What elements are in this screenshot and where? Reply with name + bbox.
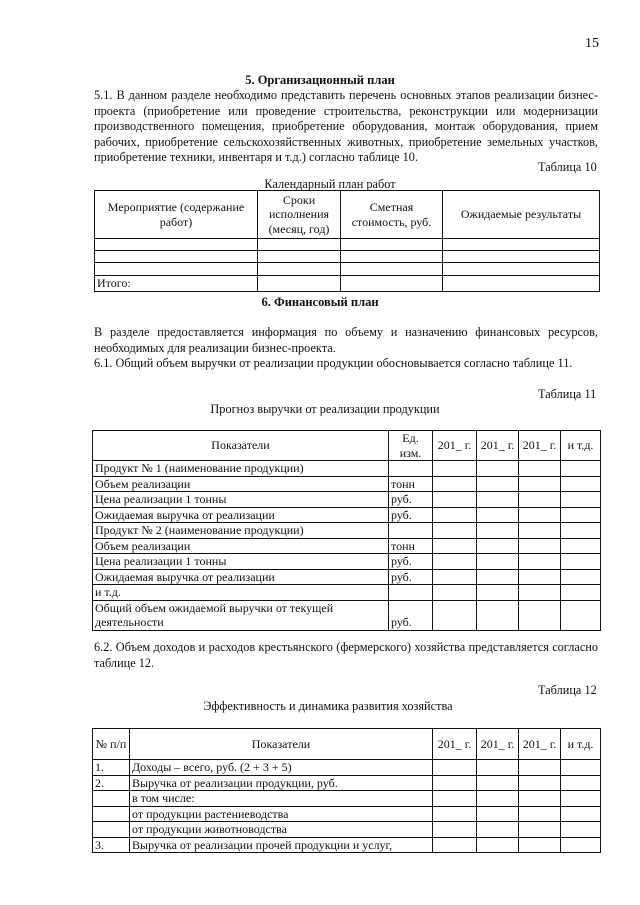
table-12-header-indicators: Показатели [130, 729, 433, 760]
table-10-cell [341, 251, 443, 263]
table-11-cell [433, 507, 477, 523]
row-number: 1. [93, 760, 130, 776]
table-12-cell [561, 775, 601, 791]
table-11-cell [561, 476, 601, 492]
table-11-cell [519, 554, 561, 570]
table-12-cell [561, 760, 601, 776]
table-11-cell [477, 461, 519, 477]
table-12-cell [433, 837, 477, 853]
table-row [93, 523, 601, 539]
table-10-cell [443, 263, 600, 276]
table-row [93, 585, 601, 601]
table-row [93, 760, 601, 776]
table-11-cell [519, 461, 561, 477]
table-10-cell [258, 239, 341, 251]
table-12-cell [519, 806, 561, 822]
table-10-cell [443, 276, 600, 292]
table-11-cell [477, 585, 519, 601]
row-label: Ожидаемая выручка от реализации [93, 507, 389, 523]
table-10-cell [443, 251, 600, 263]
table-12-cell [519, 822, 561, 838]
table-row [93, 791, 601, 807]
table-10 [94, 190, 600, 292]
section-5-paragraph: 5.1. В данном разделе необходимо представить перечень основных этапов реализации бизнес-проекта (приобретение или проведение строительства, реконструкции или модернизации производственного помещения, приобретение оборудования, монтаж оборудования, прием рабочих, приобретение сельскохозяйственных животных, приобретение земельных участков, приобретение техники, инвентаря и т.д.) согласно таблице 10. [94, 88, 598, 165]
table-11-cell [519, 585, 561, 601]
table-12-cell [477, 760, 519, 776]
table-row [93, 507, 601, 523]
table-10-caption: Календарный план работ [264, 177, 396, 191]
section-5-heading: 5. Организационный план [245, 73, 395, 87]
table-10-header-results: Ожидаемые результаты [443, 191, 600, 239]
table-11-cell [519, 507, 561, 523]
table-12-cell [477, 791, 519, 807]
table-11-cell [477, 600, 519, 630]
table-11-cell [477, 507, 519, 523]
table-12-cell [561, 822, 601, 838]
table-11-cell [477, 538, 519, 554]
row-label: от продукции животноводства [130, 822, 433, 838]
table-11-cell [477, 569, 519, 585]
table-12-cell [561, 791, 601, 807]
table-10-cell [95, 239, 258, 251]
table-12-label: Таблица 12 [538, 683, 597, 697]
row-label: Ожидаемая выручка от реализации [93, 569, 389, 585]
row-label: Доходы – всего, руб. (2 + 3 + 5) [130, 760, 433, 776]
table-12-header-etc: и т.д. [561, 729, 601, 760]
row-label: Объем реализации [93, 476, 389, 492]
table-11-header-indicators: Показатели [93, 431, 389, 461]
table-10-total-label: Итого: [95, 276, 258, 292]
table-11-cell [477, 492, 519, 508]
row-unit: руб. [389, 600, 433, 630]
table-11-cell [433, 569, 477, 585]
table-11-cell [561, 538, 601, 554]
section-6-intro-paragraph: В разделе предоставляется информация по объему и назначению финансовых ресурсов, необходимых для реализации бизнес-проекта. [94, 325, 598, 355]
table-12-cell [477, 837, 519, 853]
table-11-cell [433, 585, 477, 601]
table-12-cell [561, 837, 601, 853]
table-row [93, 806, 601, 822]
row-unit [389, 585, 433, 601]
table-row [93, 822, 601, 838]
table-10-cell [95, 251, 258, 263]
table-11-caption: Прогноз выручки от реализации продукции [210, 402, 440, 416]
table-12-cell [477, 775, 519, 791]
row-unit: руб. [389, 507, 433, 523]
table-10-cell [258, 263, 341, 276]
row-label: в том числе: [130, 791, 433, 807]
table-11-header-year-3: 201_ г. [519, 431, 561, 461]
table-row [93, 554, 601, 570]
table-12-cell [561, 806, 601, 822]
table-12-cell [433, 791, 477, 807]
page-number: 15 [585, 36, 599, 51]
row-number [93, 822, 130, 838]
table-11-cell [519, 569, 561, 585]
table-12-header-year-1: 201_ г. [433, 729, 477, 760]
table-12-cell [433, 775, 477, 791]
table-11-cell [561, 585, 601, 601]
section-6-2-paragraph: 6.2. Объем доходов и расходов крестьянского (фермерского) хозяйства представляется согласно таблице 12. [94, 640, 598, 670]
table-11-cell [477, 523, 519, 539]
table-row [93, 775, 601, 791]
table-11-cell [433, 492, 477, 508]
table-11-cell [477, 476, 519, 492]
table-11-cell [519, 476, 561, 492]
table-11-cell [561, 569, 601, 585]
row-number: 3. [93, 837, 130, 853]
table-11-label: Таблица 11 [538, 387, 597, 401]
row-unit: руб. [389, 554, 433, 570]
table-row [93, 492, 601, 508]
row-label: и т.д. [93, 585, 389, 601]
table-11-cell [433, 523, 477, 539]
table-11-cell [433, 554, 477, 570]
table-11-cell [561, 461, 601, 477]
section-6-1-paragraph: 6.1. Общий объем выручки от реализации продукции обосновывается согласно таблице 11. [94, 356, 573, 370]
table-11-cell [561, 554, 601, 570]
row-unit: тонн [389, 538, 433, 554]
table-row [93, 538, 601, 554]
row-label: Выручка от реализации продукции, руб. [130, 775, 433, 791]
table-11-cell [433, 476, 477, 492]
row-unit: руб. [389, 492, 433, 508]
row-label: Выручка от реализации прочей продукции и услуг, [130, 837, 433, 853]
table-10-cell [258, 251, 341, 263]
table-10-cell [341, 276, 443, 292]
table-10-label: Таблица 10 [538, 160, 597, 174]
table-12-cell [477, 806, 519, 822]
table-11-cell [519, 523, 561, 539]
table-12-cell [519, 837, 561, 853]
table-row [93, 476, 601, 492]
row-number [93, 806, 130, 822]
row-label: Цена реализации 1 тонны [93, 492, 389, 508]
table-11-cell [561, 600, 601, 630]
table-11-cell [433, 538, 477, 554]
table-11-header-etc: и т.д. [561, 431, 601, 461]
table-12 [92, 728, 601, 853]
table-10-header-cost: Сметная стоимость, руб. [341, 191, 443, 239]
table-11-cell [561, 523, 601, 539]
row-unit: тонн [389, 476, 433, 492]
row-unit: руб. [389, 569, 433, 585]
table-11-cell [433, 600, 477, 630]
table-12-header-number: № п/п [93, 729, 130, 760]
table-11-cell [433, 461, 477, 477]
table-12-cell [477, 822, 519, 838]
table-12-cell [519, 775, 561, 791]
table-row [93, 837, 601, 853]
section-6-heading: 6. Финансовый план [261, 295, 379, 309]
table-11-header-year-1: 201_ г. [433, 431, 477, 461]
table-10-header-activity: Мероприятие (содержание работ) [95, 191, 258, 239]
row-label: от продукции растениеводства [130, 806, 433, 822]
table-12-header-year-3: 201_ г. [519, 729, 561, 760]
row-unit [389, 523, 433, 539]
table-11-cell [561, 492, 601, 508]
table-row [93, 461, 601, 477]
table-11-cell [519, 600, 561, 630]
table-10-cell [95, 263, 258, 276]
table-11-cell [477, 554, 519, 570]
table-11-header-unit: Ед. изм. [389, 431, 433, 461]
table-11 [92, 430, 601, 631]
row-label: Цена реализации 1 тонны [93, 554, 389, 570]
table-11-header-year-2: 201_ г. [477, 431, 519, 461]
table-12-cell [519, 760, 561, 776]
table-12-cell [433, 806, 477, 822]
table-10-cell [258, 276, 341, 292]
table-11-cell [519, 492, 561, 508]
table-12-cell [433, 760, 477, 776]
row-label: Продукт № 1 (наименование продукции) [93, 461, 389, 477]
row-number [93, 791, 130, 807]
table-11-cell [519, 538, 561, 554]
table-10-cell [443, 239, 600, 251]
table-10-cell [341, 239, 443, 251]
row-unit [389, 461, 433, 477]
table-11-cell [561, 507, 601, 523]
table-10-header-deadline: Сроки исполнения (месяц, год) [258, 191, 341, 239]
row-label: Общий объем ожидаемой выручки от текущей деятельности [93, 600, 389, 630]
row-label: Продукт № 2 (наименование продукции) [93, 523, 389, 539]
table-row [93, 569, 601, 585]
table-12-header-year-2: 201_ г. [477, 729, 519, 760]
row-number: 2. [93, 775, 130, 791]
table-12-cell [433, 822, 477, 838]
table-10-cell [341, 263, 443, 276]
table-12-caption: Эффективность и динамика развития хозяйства [203, 699, 453, 713]
table-12-cell [519, 791, 561, 807]
table-row [93, 600, 601, 630]
row-label: Объем реализации [93, 538, 389, 554]
